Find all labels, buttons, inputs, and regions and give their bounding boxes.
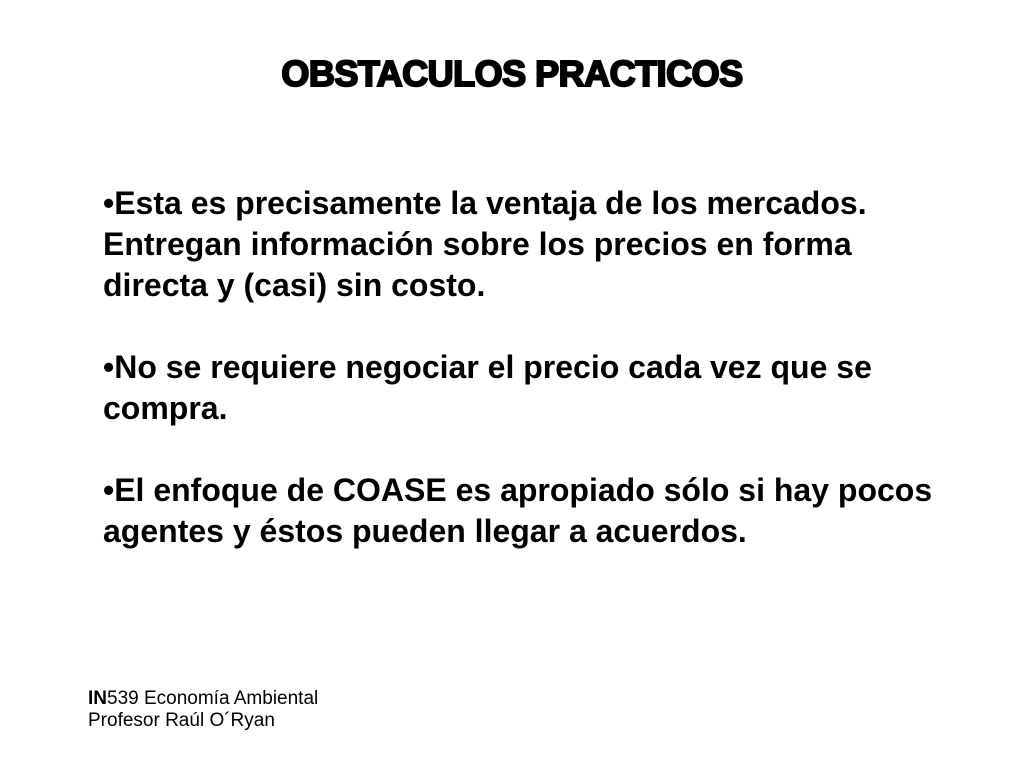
bullet-text: No se requiere negociar el precio cada vez que se compra. (103, 349, 872, 426)
course-name: 539 Economía Ambiental (107, 688, 319, 709)
bullet-icon: • (103, 349, 115, 385)
bullet-text: Esta es precisamente la ventaja de los mercados. Entregan información sobre los precios en forma directa y (casi) sin costo. (103, 185, 867, 303)
slide-title: OBSTACULOS PRACTICOS (281, 53, 743, 94)
bullet-text: El enfoque de COASE es apropiado sólo si hay pocos agentes y éstos pueden llegar a acuerdos. (103, 472, 933, 549)
slide-footer (88, 688, 318, 732)
bullet-list (103, 183, 963, 593)
bullet-item-markets-advantage (103, 183, 963, 306)
bullet-item-coase-approach (103, 470, 963, 552)
bullet-icon: • (103, 185, 115, 221)
professor-line: Profesor Raúl O´Ryan (88, 710, 275, 731)
course-code-prefix: IN (88, 688, 107, 709)
bullet-icon: • (103, 472, 115, 508)
course-line (88, 688, 318, 710)
bullet-item-no-negotiation (103, 347, 963, 429)
